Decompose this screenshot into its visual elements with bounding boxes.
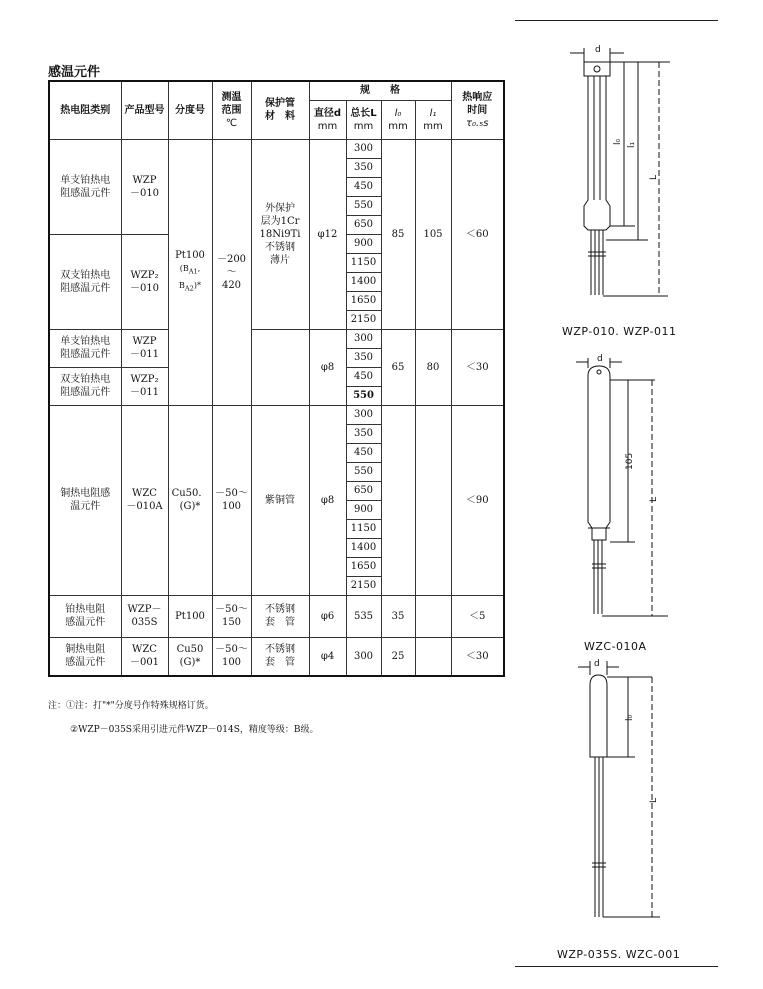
g5-length: 300 (346, 637, 381, 676)
g5-l1 (415, 637, 451, 676)
g3-length: 1400 (346, 538, 381, 557)
fig1-caption: WZP-010. WZP-011 (562, 325, 677, 338)
g3-length: 550 (346, 462, 381, 481)
fig2-caption: WZC-010A (584, 640, 647, 653)
g5-type: 铜热电阻 感温元件 (49, 637, 121, 676)
g4-graduation: Pt100 (168, 595, 212, 637)
g1-l0: 85 (381, 139, 415, 329)
g1-length: 2150 (346, 310, 381, 329)
fig3-dim-L: L (649, 797, 659, 803)
g3-length: 2150 (346, 576, 381, 595)
g4-diameter: φ6 (309, 595, 346, 637)
g4-material: 不锈钢 套 管 (251, 595, 309, 637)
g4-response: ＜5 (451, 595, 504, 637)
spec-table (48, 80, 505, 677)
g3-range: －50～ 100 (212, 405, 251, 595)
g1-l1: 105 (415, 139, 451, 329)
header-diameter: 直径d mm (309, 100, 346, 139)
g1b-model: WZP₂ －010 (121, 234, 168, 329)
g3-length: 1650 (346, 557, 381, 576)
note-1: 注：①注：打"*"分度号作特殊规格订货。 (48, 701, 214, 711)
fig2-dim-L: L (649, 496, 659, 502)
g4-l1 (415, 595, 451, 637)
header-material: 保护管 材 料 (251, 81, 309, 139)
g1-length: 900 (346, 234, 381, 253)
g5-graduation: Cu50 (G)* (168, 637, 212, 676)
fig1-dim-l0: l₀ (613, 138, 623, 145)
g2-length: 450 (346, 367, 381, 386)
g2a-type: 单支铂热电 阻感温元件 (49, 329, 121, 367)
g2-material (251, 329, 309, 405)
g2-l0: 65 (381, 329, 415, 405)
fig1-dim-d: d (595, 45, 601, 55)
g1-diameter: φ12 (309, 139, 346, 329)
g3-type: 铜热电阻感 温元件 (49, 405, 121, 595)
g1-length: 300 (346, 139, 381, 158)
header-response: 热响应 时间 τ₀.₅s (451, 81, 504, 139)
g4-type: 铂热电阻 感温元件 (49, 595, 121, 637)
g3-l0 (381, 405, 415, 595)
header-range: 测温 范围 ℃ (212, 81, 251, 139)
fig1-dim-l1: l₁ (627, 141, 637, 148)
g3-length: 900 (346, 500, 381, 519)
bottom-rule (515, 966, 718, 967)
g2b-model: WZP₂ －011 (121, 367, 168, 405)
g4-l0: 35 (381, 595, 415, 637)
g2-response: ＜30 (451, 329, 504, 405)
g1-graduation: Pt100 ($B_{A1}$, $B_{A2})*$ (168, 139, 212, 405)
g4-model: WZP－ 035S (121, 595, 168, 637)
g1-length: 350 (346, 158, 381, 177)
g2a-model: WZP －011 (121, 329, 168, 367)
figure-wzp-035s (560, 655, 690, 930)
g1b-type: 双支铂热电 阻感温元件 (49, 234, 121, 329)
g1-length: 1650 (346, 291, 381, 310)
g1a-model: WZP －010 (121, 139, 168, 234)
g1-length: 550 (346, 196, 381, 215)
header-graduation: 分度号 (168, 81, 212, 139)
g1-length: 450 (346, 177, 381, 196)
g1-material: 外保护 层为1Cr 18Ni9Ti 不锈钢 薄片 (251, 139, 309, 329)
g2-length: 300 (346, 329, 381, 348)
g3-model: WZC －010A (121, 405, 168, 595)
figure-wzp-010 (560, 40, 690, 330)
g1-graduation-sub: ($B_{A1}$, $B_{A2})*$ (178, 263, 202, 293)
fig2-dim-105: 105 (625, 452, 635, 470)
g3-length: 350 (346, 424, 381, 443)
note-2: ②WZP－035S采用引进元件WZP－014S，精度等级：B级。 (70, 725, 319, 735)
header-l1: l₁ mm (415, 100, 451, 139)
g3-l1 (415, 405, 451, 595)
g3-graduation: Cu50． (G)* (168, 405, 212, 595)
g1-length: 1400 (346, 272, 381, 291)
g1-range: －200～ 420 (212, 139, 251, 405)
g1-length: 650 (346, 215, 381, 234)
g5-response: ＜30 (451, 637, 504, 676)
header-type: 热电阻类别 (49, 81, 121, 139)
top-rule (515, 20, 718, 21)
g4-range: －50～ 150 (212, 595, 251, 637)
header-total-length: 总长L mm (346, 100, 381, 139)
g3-length: 650 (346, 481, 381, 500)
header-l0: l₀ mm (381, 100, 415, 139)
figure-wzc-010a (560, 352, 690, 627)
footnotes (48, 694, 319, 742)
g3-material: 紫铜管 (251, 405, 309, 595)
g1a-type: 单支铂热电 阻感温元件 (49, 139, 121, 234)
g3-length: 300 (346, 405, 381, 424)
fig2-dim-d: d (597, 354, 603, 364)
g2-length: 550 (346, 386, 381, 405)
g2-l1: 80 (415, 329, 451, 405)
g5-range: －50～ 100 (212, 637, 251, 676)
header-spec-group: 规 格 (309, 81, 451, 100)
fig1-dim-L: L (649, 174, 659, 180)
g3-response: ＜90 (451, 405, 504, 595)
g5-material: 不锈钢 套 管 (251, 637, 309, 676)
section-title: 感温元件 (48, 65, 101, 80)
fig3-dim-l0: l₀ (625, 714, 635, 721)
g1-response: ＜60 (451, 139, 504, 329)
g1-length: 1150 (346, 253, 381, 272)
g5-model: WZC －001 (121, 637, 168, 676)
g5-diameter: φ4 (309, 637, 346, 676)
g3-diameter: φ8 (309, 405, 346, 595)
header-model: 产品型号 (121, 81, 168, 139)
g2-length: 350 (346, 348, 381, 367)
g2-diameter: φ8 (309, 329, 346, 405)
g3-length: 1150 (346, 519, 381, 538)
g2b-type: 双支铂热电 阻感温元件 (49, 367, 121, 405)
g4-length: 535 (346, 595, 381, 637)
g3-length: 450 (346, 443, 381, 462)
g5-l0: 25 (381, 637, 415, 676)
fig3-caption: WZP-035S. WZC-001 (557, 948, 681, 961)
fig3-dim-d: d (594, 659, 600, 669)
